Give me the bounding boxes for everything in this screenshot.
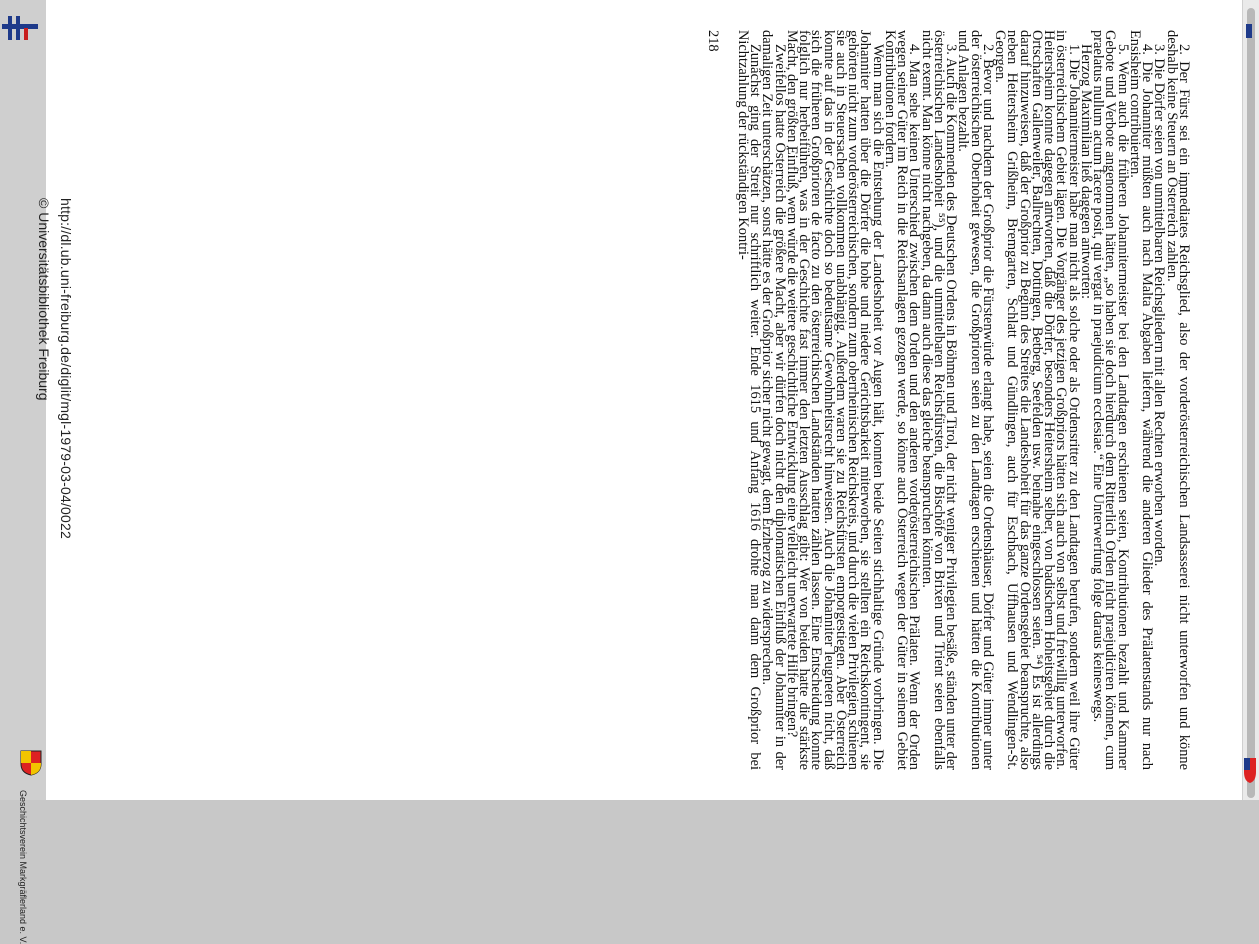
page-paragraph: 4. Die Johanniter müßten auch nach Malta Abgaben liefern, während die anderen Glieder des Prälatenstands nur nach Ensisheim contribuierten.: [1127, 30, 1156, 770]
page-paragraph: 2. Der Fürst sei ein immediates Reichsglied, also der vorderösterreichischen Landsasserei nicht unterworfen und könne deshalb keine Steuern an Österreich zahlen.: [1163, 30, 1192, 770]
page-body: [704, 30, 1192, 770]
margin-url[interactable]: http://dl.ub.uni-freiburg.de/diglit/mgl-1979-03-04/0022: [58, 198, 74, 539]
page-paragraph: Zweifellos hatte Österreich die größere Macht, aber wir dürfen doch nicht den diplomatischen Einfluß der Johanniter in der damaligen Zeit unterschätzen, sonst hätte es der Großprior sicher nicht gewagt, dem Erzherzog zu widersprechen.: [759, 30, 788, 770]
page-paragraph: Zunächst ging der Streit nur schriftlich weiter. Ende 1615 und Anfang 1616 drohte man dann dem Großprior bei Nichtzahlung der rückständigen Kontri-: [735, 30, 764, 770]
rotated-text-block: [180, 30, 1190, 770]
coat-of-arms-small-icon: [1242, 756, 1256, 784]
page-paragraph: 4. Man sehe keinen Unterschied zwischen dem Orden und den anderen vorderösterreichischen Prälaten. Wenn der Orden wegen seiner Güter im Reich in die Reichsanlagen gezogen werde, so könne auch Österreich wegen der Güter in seinem Gebiet Kontributionen fordern.: [882, 30, 923, 770]
page-paragraph: 3. Auch die Kommenden des Deutschen Ordens in Böhmen und Tirol, der nicht weniger Privilegien besäße, ständen unter der österreichischen Landeshoheit ⁵⁵), und die unmittelbaren Reichsfürsten, die Bischöfe von Brixen und Trient seien ebenfalls nicht exemt. Man könne nicht nachgeben, da dann auch diese das gleiche beanspruchen könnten.: [918, 30, 960, 770]
page-paragraph: Herzog Maximilian ließ dagegen antworten:: [1078, 44, 1094, 299]
page-paragraph: 1. Die Johannitermeister habe man nicht als solche oder als Ordensritter zu den Landtagen berufen, sondern weil ihre Güter in österreichischem Gebiet lägen. Die Vorgänger des jetzigen Großpriors hätten sich auch von selbst und freiwillig unterworfen. Heitersheim konnte dagegen antworten, daß die Dörfer, besonders Heitersheim selber, von badischem Hoheitsgebiet durch die Ortschaften Gallenweiler, Ballrechten, Dottingen, Betberg, Seefelden usw. beinahe eingeschlossen seien. ⁵⁴) Es ist allerdings darauf hinzuweisen, daß der Großprior zu Beginn des Streites die Landeshoheit für das ganze Ordensgebiet beanspruchte, also neben Heitersheim Grißheim, Bremgarten, Schlatt und Gündlingen, auch für Eschbach, Uffhausen und Wendlingen-St. Georgen.: [992, 30, 1082, 770]
page-paragraph: 5. Wenn auch die früheren Johannitermeister bei den Landtagen erschienen seien, Kontributionen bezahlt und Kammer Gebote und Verbote angenommen hätten, „so haben sie doch hierdurch dem Ritterlich Orden nicht praejudiciren können, cum praelatus nullum actum facere posit, qui vergat in praejudicium ecclesiae.“ Eine Unterwerfung folge daraus keineswegs.: [1090, 30, 1131, 770]
page-number: 218: [704, 30, 721, 52]
coat-of-arms-icon: [20, 750, 42, 776]
library-logo-icon: [2, 14, 38, 44]
society-label: Geschichtsverein Markgräflerland e. V.: [18, 790, 28, 944]
bookmark-icon[interactable]: [1246, 24, 1252, 38]
page-paragraph: 2. Bevor und nachdem der Großprior die Fürstenwürde erlangt habe, seien die Ordenshäuser, Dörfer und Güter immer unter der österreichischen Oberhoheit gewesen, die Großprioren seien zu den Landtagen erschienen und hätten die Kontributionen und Anlagen bezahlt.: [955, 30, 996, 770]
page-paragraph: 3. Die Dörfer seien von unmittelbaren Reichsgliedern mit allen Rechten erworben worden.: [1151, 44, 1168, 567]
margin-copyright: © Universitätsbibliothek Freiburg: [36, 198, 52, 401]
scrollbar-thumb[interactable]: [1247, 8, 1255, 798]
page-paragraph: Wenn man sich die Entstehung der Landeshoheit vor Augen hält, konnten beide Seiten stichhaltige Gründe vorbringen. Die Johanniter hatten über die Dörfer die hohe und niedere Gerichtsbarkeit miterworben, sie stellten ein Reichskontingent, sie gehörten nicht zum vorderösterreichischen, sondern zum oberrheinischen Reichskreis, und durch die vielen Privilegien schienen sie auch in Steuersachen vollkommen unabhängig. Außerdem waren sie zu Reichsfürsten emporgestiegen. Aber Österreich konnte auf das in der Geschichte doch so bedeutsame Gewohnheitsrecht hinweisen. Auch die Johanniter leugneten nicht, daß sich die früheren Großprioren de facto zu den österreichischen Landständen hatten zählen lassen. Eine Entscheidung konnte folglich nur herbeiführen, was in der Geschichte fast immer den letzten Ausschlag gibt: Wer von beiden hatte die stärkste Macht, den größten Einfluß, wem würde die weitere geschichtliche Entwicklung eine vielleicht unerwartete Hilfe bringen?: [784, 30, 886, 770]
